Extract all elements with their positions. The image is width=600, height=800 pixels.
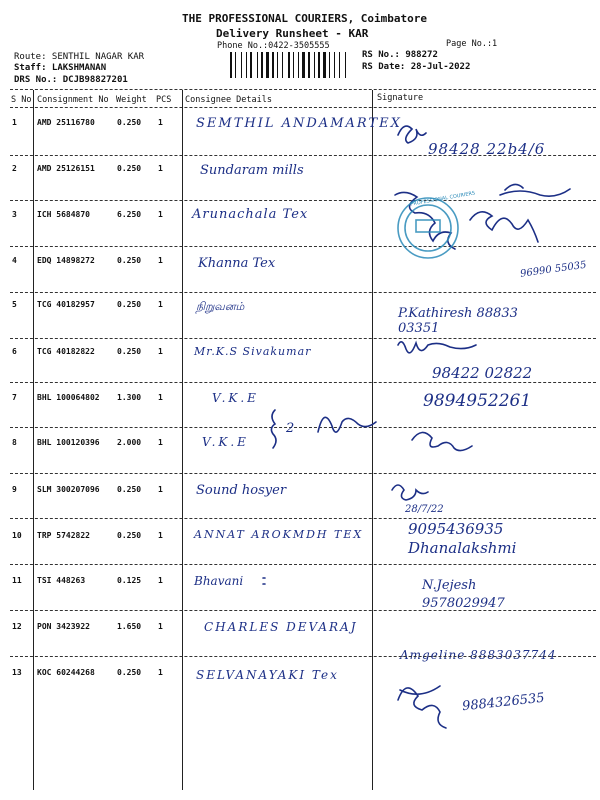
row-12-pcs: 1 bbox=[158, 622, 163, 631]
row-7-weight: 1.300 bbox=[117, 393, 142, 402]
row-1-weight: 0.250 bbox=[117, 118, 142, 127]
vline-signature bbox=[372, 90, 373, 790]
row-5-divider bbox=[10, 338, 596, 339]
barcode-bar bbox=[257, 52, 258, 78]
row-7-pcs: 1 bbox=[158, 393, 163, 402]
barcode-bar bbox=[314, 52, 315, 78]
row-11-consignment: TSI 448263 bbox=[37, 576, 86, 585]
row-10-consignment: TRP 5742822 bbox=[37, 531, 90, 540]
barcode bbox=[230, 52, 358, 78]
row-3-divider bbox=[10, 246, 596, 247]
row-6-sno: 6 bbox=[12, 347, 17, 356]
row-12-consignment: PON 3423922 bbox=[37, 622, 90, 631]
row-10-pcs: 1 bbox=[158, 531, 163, 540]
row-9-consignment: SLM 300207096 bbox=[37, 485, 100, 494]
row-5-consignment: TCG 40182957 bbox=[37, 300, 95, 309]
row-7-sign: 9894952261 bbox=[423, 391, 532, 411]
drs-number: DRS No.: DCJB98827201 bbox=[14, 75, 128, 85]
row-9-signature-mark bbox=[392, 485, 428, 500]
row-3-sno: 3 bbox=[12, 210, 17, 219]
row-11-consignee: Bhavani bbox=[194, 574, 244, 588]
barcode-bar bbox=[235, 52, 236, 78]
barcode-bar bbox=[302, 52, 305, 78]
barcode-bar bbox=[261, 52, 263, 78]
col-consignee: Consignee Details bbox=[185, 95, 272, 105]
row-8-sno: 8 bbox=[12, 438, 17, 447]
row-8-consignment: BHL 100120396 bbox=[37, 438, 100, 447]
row-3-pcs: 1 bbox=[158, 210, 163, 219]
barcode-bar bbox=[282, 52, 283, 78]
row-13-sign: 9884326535 bbox=[461, 690, 546, 715]
page-number: Page No.:1 bbox=[446, 39, 498, 49]
row-2-divider bbox=[10, 200, 596, 201]
barcode-bar bbox=[298, 52, 299, 78]
row-1-sno: 1 bbox=[12, 118, 17, 127]
row-10-sign: 9095436935 Dhanalakshmi bbox=[408, 520, 517, 557]
row-2-pcs: 1 bbox=[158, 164, 163, 173]
rs-number: RS No.: 988272 bbox=[362, 50, 438, 60]
row-13-pcs: 1 bbox=[158, 668, 163, 677]
barcode-bar bbox=[293, 52, 294, 78]
row-6-pcs: 1 bbox=[158, 347, 163, 356]
barcode-bar bbox=[288, 52, 290, 78]
row-6-signature-mark bbox=[398, 342, 476, 353]
row-5-sno: 5 bbox=[12, 300, 17, 309]
row-4-consignment: EDQ 14898272 bbox=[37, 256, 95, 265]
barcode-bar bbox=[329, 52, 330, 78]
row-3-signature-right bbox=[470, 212, 538, 242]
barcode-bar bbox=[277, 52, 278, 78]
barcode-bar bbox=[318, 52, 320, 78]
company-title: THE PROFESSIONAL COURIERS, Coimbatore bbox=[182, 12, 428, 25]
row-11-sno: 11 bbox=[12, 576, 22, 585]
barcode-bar bbox=[345, 52, 346, 78]
row-3-weight: 6.250 bbox=[117, 210, 142, 219]
row-1-consignment: AMD 25116780 bbox=[37, 118, 95, 127]
row-1-pcs: 1 bbox=[158, 118, 163, 127]
row-13-consignment: KOC 60244268 bbox=[37, 668, 95, 677]
company-stamp bbox=[398, 198, 458, 258]
rs-date: RS Date: 28-Jul-2022 bbox=[362, 62, 471, 72]
header-rule-top bbox=[10, 89, 596, 90]
vline-consignee bbox=[182, 90, 183, 790]
row-5-sign: P.Kathiresh 88833 03351 bbox=[398, 306, 518, 336]
row-12-weight: 1.650 bbox=[117, 622, 142, 631]
row-8-weight: 2.000 bbox=[117, 438, 142, 447]
row-6-sign: 98422 02822 bbox=[432, 364, 533, 382]
phone-number: Phone No.:0422-3505555 bbox=[217, 41, 330, 51]
row-1-sign: 98428 22b4/6 bbox=[428, 140, 546, 158]
row-8-signature-mark bbox=[412, 432, 472, 450]
row-12-consignee: CHARLES DEVARAJ bbox=[204, 620, 358, 634]
brace-note: 2 bbox=[286, 421, 295, 436]
row-4-weight: 0.250 bbox=[117, 256, 142, 265]
row-3-seal-scribble bbox=[500, 184, 570, 196]
route-label: Route: SENTHIL NAGAR KAR bbox=[14, 52, 145, 62]
row-10-consignee: ANNAT AROKMDH TEX bbox=[194, 528, 364, 541]
row-11-sign: N.Jejesh 9578029947 bbox=[422, 578, 505, 611]
row-12-sign: Amgeline 8883037744 bbox=[400, 648, 557, 662]
row-2-weight: 0.250 bbox=[117, 164, 142, 173]
row-10-divider bbox=[10, 564, 596, 565]
barcode-bar bbox=[230, 52, 232, 78]
row-12-sno: 12 bbox=[12, 622, 22, 631]
row-5-pcs: 1 bbox=[158, 300, 163, 309]
row-4-pcs: 1 bbox=[158, 256, 163, 265]
row-11-pcs: 1 bbox=[158, 576, 163, 585]
row-10-weight: 0.250 bbox=[117, 531, 142, 540]
header-rule-bottom bbox=[10, 107, 596, 108]
row-1-consignee: SEMTHIL ANDAMARTEX bbox=[196, 116, 402, 131]
row-6-consignee: Mr.K.S Sivakumar bbox=[194, 345, 312, 358]
row-11-weight: 0.125 bbox=[117, 576, 142, 585]
row-9-pcs: 1 bbox=[158, 485, 163, 494]
row-4-sno: 4 bbox=[12, 256, 17, 265]
col-signature: Signature bbox=[377, 93, 424, 103]
vline-sno bbox=[33, 90, 34, 790]
row-12-divider bbox=[10, 656, 596, 657]
row-9-sno: 9 bbox=[12, 485, 17, 494]
row-10-sno: 10 bbox=[12, 531, 22, 540]
row-7-consignment: BHL 100064802 bbox=[37, 393, 100, 402]
row-2-consignee: Sundaram mills bbox=[200, 163, 304, 178]
row-4-divider bbox=[10, 292, 596, 293]
barcode-bar bbox=[339, 52, 340, 78]
row-13-sno: 13 bbox=[12, 668, 22, 677]
row-11-divider bbox=[10, 610, 596, 611]
row-9-consignee: Sound hosyer bbox=[196, 483, 287, 498]
col-weight: Weight bbox=[116, 95, 147, 105]
barcode-bar bbox=[272, 52, 274, 78]
barcode-bar bbox=[246, 52, 247, 78]
row-11-dots bbox=[263, 578, 265, 584]
row-7-consignee: V.K.E bbox=[212, 391, 259, 405]
staff-label: Staff: LAKSHMANAN bbox=[14, 63, 107, 73]
row-3-consignment: ICH 5684870 bbox=[37, 210, 90, 219]
row-13-signature-mark bbox=[398, 686, 446, 728]
row-5-consignee: நிறுவனம் bbox=[196, 300, 245, 313]
barcode-bar bbox=[250, 52, 252, 78]
row-4-consignee: Khanna Tex bbox=[198, 256, 276, 271]
row-7-divider bbox=[10, 427, 596, 428]
col-pcs: PCS bbox=[156, 95, 172, 105]
stamp-text: PROFESSIONAL COURIERS bbox=[409, 190, 476, 208]
row-13-weight: 0.250 bbox=[117, 668, 142, 677]
row-4-sign: 96990 55035 bbox=[519, 259, 588, 280]
row-9-sign: 28/7/22 bbox=[405, 504, 444, 515]
row-7-sno: 7 bbox=[12, 393, 17, 402]
row-6-divider bbox=[10, 382, 596, 383]
barcode-bar bbox=[241, 52, 242, 78]
brace-mark bbox=[271, 410, 276, 448]
row-8-consignee: V.K.E bbox=[202, 435, 249, 449]
col-consignment: Consignment No bbox=[37, 95, 109, 105]
row-9-weight: 0.250 bbox=[117, 485, 142, 494]
row-5-weight: 0.250 bbox=[117, 300, 142, 309]
row-7-8-middle-scribble bbox=[318, 417, 376, 432]
barcode-bar bbox=[308, 52, 310, 78]
row-8-divider bbox=[10, 473, 596, 474]
barcode-bar bbox=[334, 52, 335, 78]
row-13-consignee: SELVANAYAKI Tex bbox=[196, 668, 339, 682]
runsheet-subtitle: Delivery Runsheet - KAR bbox=[216, 27, 369, 40]
row-1-divider bbox=[10, 155, 596, 156]
col-sno: S No bbox=[11, 95, 32, 105]
row-9-divider bbox=[10, 518, 596, 519]
row-2-consignment: AMD 25126151 bbox=[37, 164, 95, 173]
row-1-signature-mark bbox=[398, 126, 426, 143]
barcode-bar bbox=[323, 52, 326, 78]
row-2-sno: 2 bbox=[12, 164, 17, 173]
row-6-weight: 0.250 bbox=[117, 347, 142, 356]
row-6-consignment: TCG 40182822 bbox=[37, 347, 95, 356]
row-8-pcs: 1 bbox=[158, 438, 163, 447]
barcode-bar bbox=[266, 52, 269, 78]
row-3-consignee: Arunachala Tex bbox=[192, 207, 309, 222]
